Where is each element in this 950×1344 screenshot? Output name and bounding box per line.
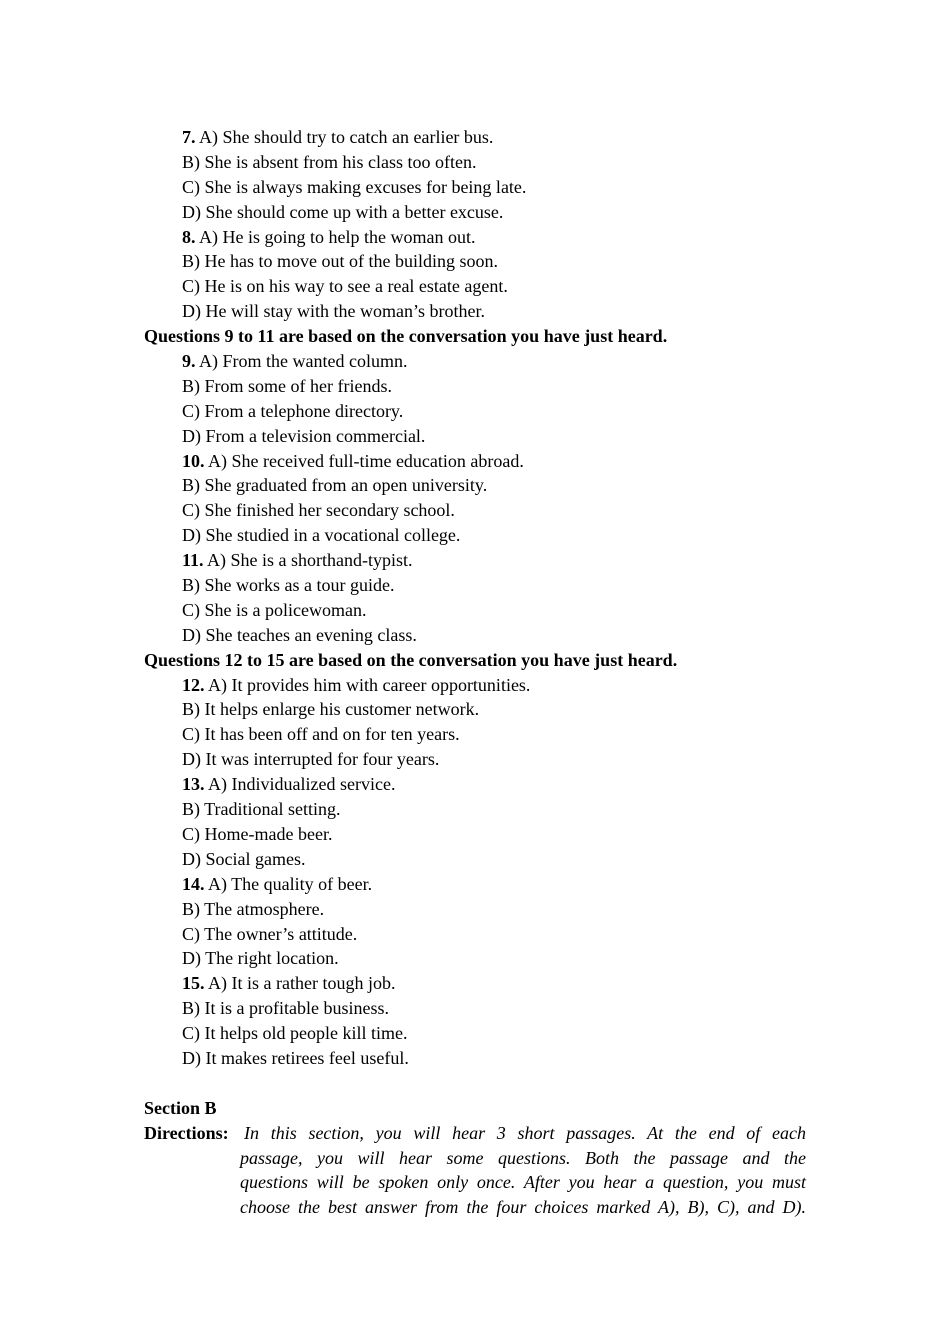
directions-line: passage, you will hear some questions. Both the passage and the xyxy=(240,1147,806,1168)
option-line xyxy=(144,872,806,897)
option-line: D) She studied in a vocational college. xyxy=(182,525,461,546)
spacer xyxy=(144,1071,806,1096)
directions-text xyxy=(240,1121,806,1221)
option-line: D) From a television commercial. xyxy=(182,425,426,446)
question-number: 8. xyxy=(182,226,196,247)
option-line: B) She works as a tour guide. xyxy=(182,575,395,596)
question-group xyxy=(144,324,806,648)
option-text: A) Individualized service. xyxy=(208,774,396,795)
option-line xyxy=(144,349,806,374)
section-title: Section B xyxy=(144,1097,217,1118)
directions-line: choose the best answer from the four choices marked A), B), C), and D). xyxy=(240,1197,806,1218)
option-text: A) From the wanted column. xyxy=(199,351,408,372)
question-14 xyxy=(144,872,806,972)
option-line: B) She is absent from his class too often. xyxy=(182,151,477,172)
question-8 xyxy=(144,225,806,325)
option-line: B) It is a profitable business. xyxy=(182,998,389,1019)
option-line: D) She should come up with a better excuse. xyxy=(182,201,504,222)
option-line: C) She finished her secondary school. xyxy=(182,500,455,521)
option-line: C) She is always making excuses for being late. xyxy=(182,176,527,197)
option-line: C) It helps old people kill time. xyxy=(182,1023,408,1044)
question-15 xyxy=(144,971,806,1071)
question-number: 12. xyxy=(182,674,205,695)
question-number: 7. xyxy=(182,127,196,147)
page-content xyxy=(144,125,806,1220)
question-13 xyxy=(144,772,806,872)
option-line xyxy=(144,673,806,698)
option-line: C) The owner’s attitude. xyxy=(182,923,358,944)
question-11 xyxy=(144,548,806,648)
question-number: 11. xyxy=(182,550,204,571)
option-line: C) From a telephone directory. xyxy=(182,400,404,421)
option-text: A) He is going to help the woman out. xyxy=(199,226,476,247)
directions-block xyxy=(144,1121,806,1221)
option-line: C) She is a policewoman. xyxy=(182,599,367,620)
question-number: 13. xyxy=(182,774,205,795)
option-line xyxy=(144,125,806,150)
option-line: B) The atmosphere. xyxy=(182,898,325,919)
option-line: B) Traditional setting. xyxy=(182,799,341,820)
question-number: 10. xyxy=(182,450,205,471)
option-line: B) It helps enlarge his customer network. xyxy=(182,699,480,720)
group-heading: Questions 9 to 11 are based on the conversation you have just heard. xyxy=(144,326,668,347)
option-line: B) He has to move out of the building soon. xyxy=(182,251,498,272)
option-line: D) He will stay with the woman’s brother. xyxy=(182,301,485,322)
option-text: A) She received full-time education abroad. xyxy=(208,450,524,471)
option-line: C) Home-made beer. xyxy=(182,823,333,844)
directions-line: questions will be spoken only once. After you hear a question, you must xyxy=(240,1172,806,1193)
option-line xyxy=(144,449,806,474)
directions-line: In this section, you will hear 3 short passages. At the end of each xyxy=(244,1122,806,1143)
directions-label: Directions: xyxy=(144,1122,229,1143)
question-10 xyxy=(144,449,806,549)
question-number: 15. xyxy=(182,973,205,994)
option-line xyxy=(144,225,806,250)
section-b xyxy=(144,1096,806,1221)
option-text: A) She should try to catch an earlier bus. xyxy=(199,127,494,147)
question-group xyxy=(144,125,806,324)
option-line: C) It has been off and on for ten years. xyxy=(182,724,460,745)
option-line: B) From some of her friends. xyxy=(182,375,392,396)
option-line: C) He is on his way to see a real estate agent. xyxy=(182,276,508,297)
option-text: A) It provides him with career opportunities. xyxy=(208,674,531,695)
option-line: D) She teaches an evening class. xyxy=(182,624,417,645)
question-12 xyxy=(144,673,806,773)
option-text: A) It is a rather tough job. xyxy=(208,973,396,994)
option-line: D) Social games. xyxy=(182,848,306,869)
option-line: D) The right location. xyxy=(182,948,339,969)
option-line: D) It was interrupted for four years. xyxy=(182,749,440,770)
option-text: A) The quality of beer. xyxy=(208,873,373,894)
option-line: B) She graduated from an open university. xyxy=(182,475,488,496)
option-line: D) It makes retirees feel useful. xyxy=(182,1047,409,1068)
question-number: 9. xyxy=(182,351,196,372)
group-heading: Questions 12 to 15 are based on the conversation you have just heard. xyxy=(144,649,678,670)
option-line xyxy=(144,971,806,996)
option-text: A) She is a shorthand-typist. xyxy=(207,550,413,571)
option-line xyxy=(144,548,806,573)
option-line xyxy=(144,772,806,797)
question-number: 14. xyxy=(182,873,205,894)
question-group xyxy=(144,648,806,1071)
question-7 xyxy=(144,125,806,225)
question-9 xyxy=(144,349,806,449)
